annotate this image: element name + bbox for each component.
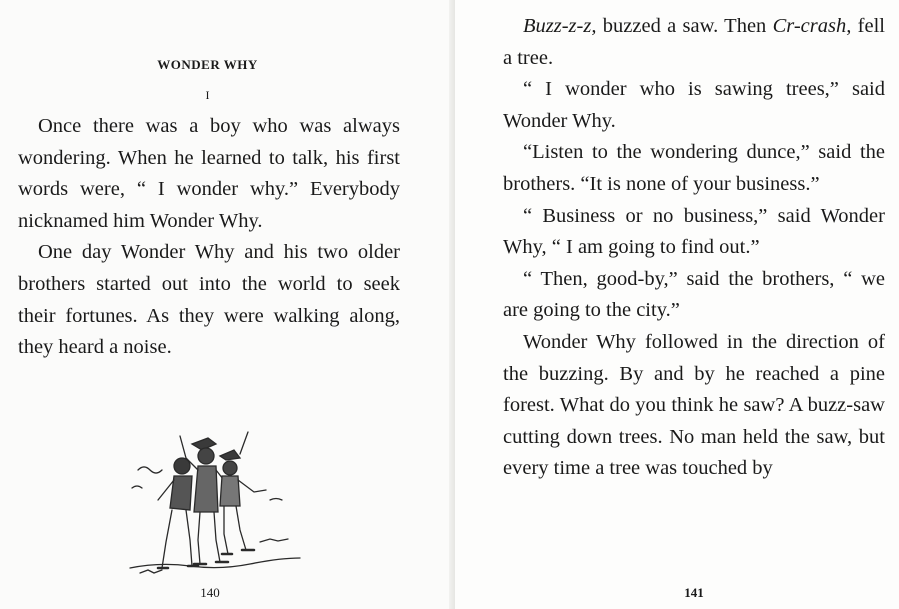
chapter-number: I: [205, 88, 210, 102]
page-number: 140: [200, 585, 220, 600]
three-boys-walking-illustration: [120, 430, 305, 580]
running-head: WONDER WHY: [157, 57, 258, 72]
paragraph: Wonder Why followed in the direction of the buzzing. By and by he reached a pine forest. What do you think he saw? A buzz-saw cutting down trees. No man held the saw, but every time a tree was touched by: [503, 330, 885, 480]
sound-word: Buzz-z-z,: [523, 15, 597, 37]
paragraph: “ Then, good-by,” said the brothers, “ we are going to the city.”: [503, 267, 885, 322]
paragraph: [503, 11, 885, 74]
paragraph-text: buzzed a saw. Then: [596, 15, 773, 37]
paragraph-text: fell a tree.: [503, 15, 885, 69]
left-page-text: [18, 111, 400, 364]
paragraph: “ Business or no business,” said Wonder Why, “ I am going to find out.”: [503, 204, 885, 259]
right-page-text: [503, 11, 885, 485]
paragraph: One day Wonder Why and his two older brothers started out into the world to seek their fortunes. As they were walking along, they heard a noise.: [18, 241, 400, 359]
paragraph: Once there was a boy who was always wondering. When he learned to talk, his first words were, “ I wonder why.” Everybody nicknamed him Wonder Why.: [18, 115, 400, 232]
paragraph: “Listen to the wondering dunce,” said the brothers. “It is none of your business.”: [503, 141, 885, 195]
sound-word: Cr-crash,: [772, 15, 852, 37]
paragraph: “ I wonder who is sawing trees,” said Wonder Why.: [503, 78, 885, 132]
page-number: 141: [684, 585, 704, 600]
